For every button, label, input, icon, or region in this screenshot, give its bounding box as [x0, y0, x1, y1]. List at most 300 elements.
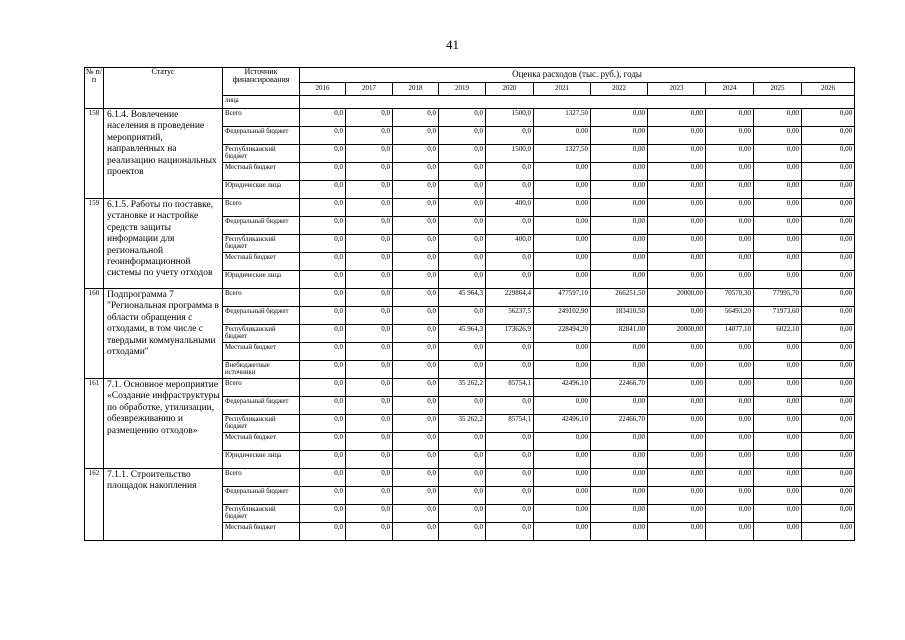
- expense-value: 0,0: [439, 469, 486, 487]
- expense-value: 71973,60: [754, 307, 802, 325]
- funding-source: Местный бюджет: [223, 433, 300, 451]
- funding-source: Всего: [223, 379, 300, 397]
- expense-value: 0,0: [346, 469, 393, 487]
- expense-value: 0,0: [300, 271, 346, 289]
- expense-value: 0,00: [754, 397, 802, 415]
- expense-value: 0,0: [346, 487, 393, 505]
- expense-value: 0,0: [393, 163, 439, 181]
- expense-value: 20000,00: [648, 289, 706, 307]
- expense-value: 0,0: [393, 199, 439, 217]
- expense-value: 0,0: [346, 181, 393, 199]
- expense-value: 0,0: [300, 415, 346, 433]
- expense-value: 0,00: [591, 163, 648, 181]
- expense-value: 0,0: [439, 361, 486, 379]
- year-header: 2025: [754, 83, 802, 96]
- expense-value: 266251,50: [591, 289, 648, 307]
- expense-value: 0,0: [346, 325, 393, 343]
- expense-value: 0,00: [648, 343, 706, 361]
- funding-source: Юридические лица: [223, 271, 300, 289]
- expense-value: 0,0: [300, 451, 346, 469]
- expense-value: 0,00: [754, 343, 802, 361]
- expense-value: 42496,10: [534, 415, 591, 433]
- expense-value: 0,00: [802, 523, 855, 541]
- expense-value: 0,0: [393, 343, 439, 361]
- expense-value: 0,00: [706, 505, 754, 523]
- expense-value: 0,0: [300, 235, 346, 253]
- expense-value: 0,00: [591, 433, 648, 451]
- expense-value: 0,00: [706, 199, 754, 217]
- expense-value: 70570,30: [706, 289, 754, 307]
- row-number: 159: [85, 199, 104, 289]
- expense-value: 0,0: [393, 415, 439, 433]
- expense-value: 229864,4: [486, 289, 534, 307]
- expense-value: 0,0: [300, 469, 346, 487]
- funding-source: Всего: [223, 109, 300, 127]
- expense-value: 0,00: [591, 235, 648, 253]
- funding-source: Местный бюджет: [223, 163, 300, 181]
- expense-value: 0,0: [439, 109, 486, 127]
- expense-value: 0,00: [534, 271, 591, 289]
- year-header: 2026: [802, 83, 855, 96]
- expense-value: 0,00: [802, 145, 855, 163]
- expense-value: 0,0: [439, 235, 486, 253]
- expense-value: 77995,70: [754, 289, 802, 307]
- table-row: [85, 109, 855, 127]
- expense-value: 0,00: [591, 469, 648, 487]
- expense-value: 0,0: [300, 109, 346, 127]
- expense-value: 0,0: [439, 433, 486, 451]
- expense-value: 0,0: [439, 217, 486, 235]
- row-status: 6.1.5. Работы по поставке, установке и настройке средств защиты информации для региональной геоинформационной системы по учету отходов: [104, 199, 223, 289]
- expense-value: 0,0: [486, 523, 534, 541]
- expense-value: 0,0: [439, 163, 486, 181]
- expense-value: 0,0: [300, 505, 346, 523]
- expense-value: 0,0: [393, 235, 439, 253]
- expense-value: 0,0: [300, 163, 346, 181]
- expense-value: 0,00: [648, 361, 706, 379]
- expense-value: 1327,50: [534, 145, 591, 163]
- expense-value: 0,00: [648, 109, 706, 127]
- expense-value: 0,00: [754, 271, 802, 289]
- funding-source: Всего: [223, 199, 300, 217]
- expense-value: 0,00: [802, 379, 855, 397]
- expense-value: 0,00: [534, 199, 591, 217]
- expense-value: 0,00: [534, 343, 591, 361]
- funding-source: Федеральный бюджет: [223, 487, 300, 505]
- expense-value: 0,00: [706, 433, 754, 451]
- expense-value: 0,0: [346, 433, 393, 451]
- expense-value: 0,00: [591, 451, 648, 469]
- header-source-continued: лица: [223, 96, 300, 109]
- expense-value: 400,0: [486, 235, 534, 253]
- funding-source: Юридические лица: [223, 181, 300, 199]
- expense-value: 0,0: [439, 271, 486, 289]
- expense-value: 0,0: [393, 127, 439, 145]
- expense-value: 0,00: [534, 487, 591, 505]
- expense-value: 0,00: [802, 271, 855, 289]
- expense-value: 0,0: [300, 325, 346, 343]
- expense-value: 20000,00: [648, 325, 706, 343]
- expense-value: 0,00: [706, 181, 754, 199]
- funding-source: Юридические лица: [223, 451, 300, 469]
- expense-value: 85754,1: [486, 415, 534, 433]
- expense-value: 0,00: [802, 199, 855, 217]
- expense-value: 0,0: [346, 523, 393, 541]
- page-number: 41: [446, 37, 459, 52]
- expense-value: 0,0: [486, 505, 534, 523]
- expense-value: 0,0: [393, 181, 439, 199]
- year-header: 2021: [534, 83, 591, 96]
- expense-value: 0,0: [300, 181, 346, 199]
- expense-value: 0,00: [648, 127, 706, 145]
- expense-value: 0,0: [300, 361, 346, 379]
- expense-value: 0,0: [393, 505, 439, 523]
- expense-value: 0,00: [648, 199, 706, 217]
- expense-value: 0,0: [300, 253, 346, 271]
- expense-value: 0,0: [346, 343, 393, 361]
- expense-value: 0,00: [802, 325, 855, 343]
- expense-value: 0,00: [648, 397, 706, 415]
- expense-value: 0,00: [591, 127, 648, 145]
- row-status: 6.1.4. Вовлечение населения в проведение мероприятий, направленных на реализацию национальных проектов: [104, 109, 223, 199]
- expense-value: 249102,90: [534, 307, 591, 325]
- table-row: [85, 469, 855, 487]
- expense-value: 22466,70: [591, 415, 648, 433]
- table-row: [85, 289, 855, 307]
- expense-value: 0,00: [648, 433, 706, 451]
- expense-value: 0,00: [706, 109, 754, 127]
- expense-value: 183410,50: [591, 307, 648, 325]
- expense-value: 0,00: [754, 145, 802, 163]
- row-status: 7.1.1. Строительство площадок накопления: [104, 469, 223, 541]
- expense-value: 0,00: [591, 487, 648, 505]
- expense-value: 0,00: [706, 145, 754, 163]
- expense-value: 0,0: [486, 487, 534, 505]
- expense-value: 0,00: [648, 469, 706, 487]
- expense-value: 0,00: [754, 505, 802, 523]
- expense-value: 0,00: [534, 523, 591, 541]
- expense-value: 0,0: [439, 505, 486, 523]
- expense-value: 45 964,3: [439, 325, 486, 343]
- expense-value: 0,00: [706, 343, 754, 361]
- expense-value: 0,00: [754, 163, 802, 181]
- expense-value: 0,00: [534, 181, 591, 199]
- expense-value: 0,00: [754, 523, 802, 541]
- expense-value: 0,0: [300, 217, 346, 235]
- expense-value: 0,00: [754, 487, 802, 505]
- header-source: Источник финансирования: [223, 68, 300, 96]
- expense-value: 0,00: [591, 145, 648, 163]
- expense-value: 0,0: [300, 397, 346, 415]
- expense-value: 0,00: [706, 235, 754, 253]
- expense-value: 56237,5: [486, 307, 534, 325]
- expense-value: 0,00: [754, 253, 802, 271]
- expense-value: 400,0: [486, 199, 534, 217]
- expense-value: 0,0: [439, 127, 486, 145]
- expense-value: 0,0: [393, 145, 439, 163]
- expense-value: 0,00: [591, 253, 648, 271]
- expense-value: 0,00: [648, 217, 706, 235]
- expense-value: 35 262,2: [439, 415, 486, 433]
- expense-value: 0,00: [754, 181, 802, 199]
- expense-value: 0,0: [346, 163, 393, 181]
- year-header: 2022: [591, 83, 648, 96]
- expense-value: 0,00: [591, 181, 648, 199]
- expense-value: 0,00: [648, 415, 706, 433]
- expense-value: 0,00: [802, 163, 855, 181]
- expense-value: 0,00: [648, 523, 706, 541]
- expense-value: 477597,10: [534, 289, 591, 307]
- expense-value: 0,0: [393, 271, 439, 289]
- expense-value: 0,00: [706, 253, 754, 271]
- funding-source: Республиканский бюджет: [223, 415, 300, 433]
- expense-value: 0,00: [648, 379, 706, 397]
- expense-value: 0,00: [591, 109, 648, 127]
- expense-value: 35 262,2: [439, 379, 486, 397]
- expense-value: 0,00: [802, 217, 855, 235]
- expense-value: 0,00: [534, 451, 591, 469]
- expense-value: 0,00: [534, 433, 591, 451]
- expense-value: 0,00: [754, 199, 802, 217]
- expense-value: 0,00: [591, 505, 648, 523]
- row-number: 161: [85, 379, 104, 469]
- row-number: 160: [85, 289, 104, 379]
- expense-value: 0,0: [439, 451, 486, 469]
- expense-value: 0,0: [300, 307, 346, 325]
- expense-value: 0,00: [754, 217, 802, 235]
- expense-value: 0,00: [706, 163, 754, 181]
- expense-value: 82841,00: [591, 325, 648, 343]
- expense-value: 0,00: [706, 217, 754, 235]
- expense-value: 0,00: [706, 451, 754, 469]
- expense-value: 0,0: [346, 361, 393, 379]
- expense-value: 0,00: [706, 415, 754, 433]
- header-blank: [300, 96, 855, 109]
- expense-value: 0,00: [534, 217, 591, 235]
- expense-value: 0,0: [300, 379, 346, 397]
- expense-value: 0,00: [706, 397, 754, 415]
- budget-table: [84, 67, 855, 541]
- year-header: 2023: [648, 83, 706, 96]
- expense-value: 0,00: [591, 523, 648, 541]
- funding-source: Всего: [223, 469, 300, 487]
- year-header: 2017: [346, 83, 393, 96]
- expense-value: 0,0: [486, 433, 534, 451]
- expense-value: 0,00: [802, 361, 855, 379]
- expense-value: 0,00: [754, 235, 802, 253]
- expense-value: 0,00: [754, 379, 802, 397]
- expense-value: 0,0: [393, 361, 439, 379]
- expense-value: 45 964,3: [439, 289, 486, 307]
- expense-value: 0,00: [534, 397, 591, 415]
- year-header: 2020: [486, 83, 534, 96]
- expense-value: 173626,9: [486, 325, 534, 343]
- expense-value: 0,00: [802, 289, 855, 307]
- expense-value: 0,00: [706, 523, 754, 541]
- expense-value: 0,0: [346, 217, 393, 235]
- expense-value: 0,00: [534, 505, 591, 523]
- expense-value: 0,0: [486, 163, 534, 181]
- expense-value: 0,00: [802, 415, 855, 433]
- expense-value: 0,0: [346, 307, 393, 325]
- expense-value: 0,00: [534, 127, 591, 145]
- expense-value: 0,00: [648, 181, 706, 199]
- expense-value: 0,0: [439, 397, 486, 415]
- year-header: 2019: [439, 83, 486, 96]
- funding-source: Республиканский бюджет: [223, 505, 300, 523]
- expense-value: 0,0: [486, 397, 534, 415]
- expense-value: 0,00: [802, 397, 855, 415]
- funding-source: Республиканский бюджет: [223, 145, 300, 163]
- expense-value: 0,00: [591, 343, 648, 361]
- expense-value: 0,00: [706, 379, 754, 397]
- funding-source: Республиканский бюджет: [223, 325, 300, 343]
- expense-value: 0,0: [439, 487, 486, 505]
- expense-value: 0,0: [439, 523, 486, 541]
- year-header: 2018: [393, 83, 439, 96]
- expense-value: 14077,10: [706, 325, 754, 343]
- expense-value: 0,0: [300, 289, 346, 307]
- expense-value: 0,00: [802, 253, 855, 271]
- expense-value: 1327,50: [534, 109, 591, 127]
- expense-value: 0,00: [802, 127, 855, 145]
- expense-value: 0,0: [393, 487, 439, 505]
- expense-value: 0,0: [346, 379, 393, 397]
- expense-value: 0,0: [346, 235, 393, 253]
- expense-value: 0,00: [648, 307, 706, 325]
- expense-value: 0,0: [486, 127, 534, 145]
- expense-value: 0,0: [393, 433, 439, 451]
- expense-value: 0,0: [300, 343, 346, 361]
- expense-value: 0,00: [802, 433, 855, 451]
- header-num: № п/п: [85, 68, 104, 109]
- expense-value: 0,00: [802, 343, 855, 361]
- expense-value: 0,00: [591, 217, 648, 235]
- expense-value: 0,00: [648, 505, 706, 523]
- expense-value: 0,0: [346, 199, 393, 217]
- expense-value: 0,00: [754, 451, 802, 469]
- expense-value: 0,0: [300, 523, 346, 541]
- expense-value: 0,0: [300, 127, 346, 145]
- expense-value: 0,00: [706, 361, 754, 379]
- expense-value: 0,0: [486, 181, 534, 199]
- expense-value: 0,0: [486, 361, 534, 379]
- row-status: Подпрограмма 7 "Региональная программа в области обращения с отходами, в том числе с твердыми коммунальными отходами": [104, 289, 223, 379]
- expense-value: 0,0: [346, 289, 393, 307]
- expense-value: 0,00: [534, 469, 591, 487]
- expense-value: 0,0: [300, 145, 346, 163]
- expense-value: 0,0: [439, 307, 486, 325]
- header-estimate: Оценка расходов (тыс. руб.), годы: [300, 68, 855, 83]
- funding-source: Федеральный бюджет: [223, 397, 300, 415]
- header-status: Статус: [104, 68, 223, 109]
- expense-value: 0,00: [648, 487, 706, 505]
- expense-value: 0,00: [802, 109, 855, 127]
- expense-value: 0,00: [648, 163, 706, 181]
- expense-value: 85754,1: [486, 379, 534, 397]
- expense-value: 0,0: [393, 253, 439, 271]
- expense-value: 0,0: [346, 127, 393, 145]
- row-number: 158: [85, 109, 104, 199]
- expense-value: 0,0: [439, 199, 486, 217]
- expense-value: 0,0: [346, 145, 393, 163]
- expense-value: 0,00: [802, 307, 855, 325]
- expense-value: 0,0: [393, 379, 439, 397]
- year-header: 2016: [300, 83, 346, 96]
- expense-value: 0,0: [346, 505, 393, 523]
- expense-value: 0,00: [802, 235, 855, 253]
- expense-value: 0,0: [439, 145, 486, 163]
- row-status: 7.1. Основное мероприятие «Создание инфраструктуры по обработке, утилизации, обезвреживанию и размещению отходов»: [104, 379, 223, 469]
- expense-value: 0,0: [486, 451, 534, 469]
- expense-value: 0,00: [802, 181, 855, 199]
- funding-source: Местный бюджет: [223, 343, 300, 361]
- header-row: [85, 68, 855, 83]
- expense-value: 0,00: [802, 505, 855, 523]
- expense-value: 0,00: [591, 397, 648, 415]
- funding-source: Республиканский бюджет: [223, 235, 300, 253]
- expense-value: 0,00: [648, 451, 706, 469]
- expense-value: 0,00: [706, 487, 754, 505]
- expense-value: 0,0: [300, 433, 346, 451]
- expense-value: 0,00: [706, 271, 754, 289]
- funding-source: Местный бюджет: [223, 523, 300, 541]
- expense-value: 0,0: [393, 451, 439, 469]
- expense-value: 0,0: [439, 181, 486, 199]
- expense-value: 0,0: [439, 343, 486, 361]
- expense-value: 0,00: [754, 415, 802, 433]
- expense-value: 0,00: [534, 235, 591, 253]
- expense-value: 0,00: [754, 469, 802, 487]
- expense-value: 0,0: [393, 307, 439, 325]
- expense-value: 0,0: [393, 217, 439, 235]
- expense-value: 228494,20: [534, 325, 591, 343]
- expense-value: 0,0: [346, 253, 393, 271]
- expense-value: 0,0: [393, 325, 439, 343]
- funding-source: Федеральный бюджет: [223, 127, 300, 145]
- expense-value: 0,0: [393, 397, 439, 415]
- funding-source: Федеральный бюджет: [223, 307, 300, 325]
- expense-value: 0,0: [486, 271, 534, 289]
- expense-value: 0,0: [486, 253, 534, 271]
- funding-source: Федеральный бюджет: [223, 217, 300, 235]
- expense-value: 0,00: [534, 253, 591, 271]
- expense-value: 0,00: [754, 127, 802, 145]
- expense-value: 6022,10: [754, 325, 802, 343]
- expense-value: 0,00: [706, 469, 754, 487]
- expense-value: 0,00: [591, 271, 648, 289]
- expense-value: 0,0: [486, 469, 534, 487]
- expense-value: 0,00: [802, 451, 855, 469]
- expense-value: 0,00: [648, 253, 706, 271]
- funding-source: Внебюджетные источники: [223, 361, 300, 379]
- year-header: 2024: [706, 83, 754, 96]
- table-row: [85, 379, 855, 397]
- expense-value: 0,0: [346, 451, 393, 469]
- expense-value: 0,00: [648, 235, 706, 253]
- expense-value: 1500,0: [486, 145, 534, 163]
- expense-value: 0,00: [754, 361, 802, 379]
- expense-value: 0,00: [706, 127, 754, 145]
- expense-value: 42496,10: [534, 379, 591, 397]
- expense-value: 0,00: [754, 109, 802, 127]
- expense-value: 22466,70: [591, 379, 648, 397]
- expense-value: 0,0: [346, 109, 393, 127]
- expense-value: 0,0: [486, 343, 534, 361]
- expense-value: 0,0: [393, 289, 439, 307]
- expense-value: 0,00: [648, 271, 706, 289]
- expense-value: 0,00: [802, 487, 855, 505]
